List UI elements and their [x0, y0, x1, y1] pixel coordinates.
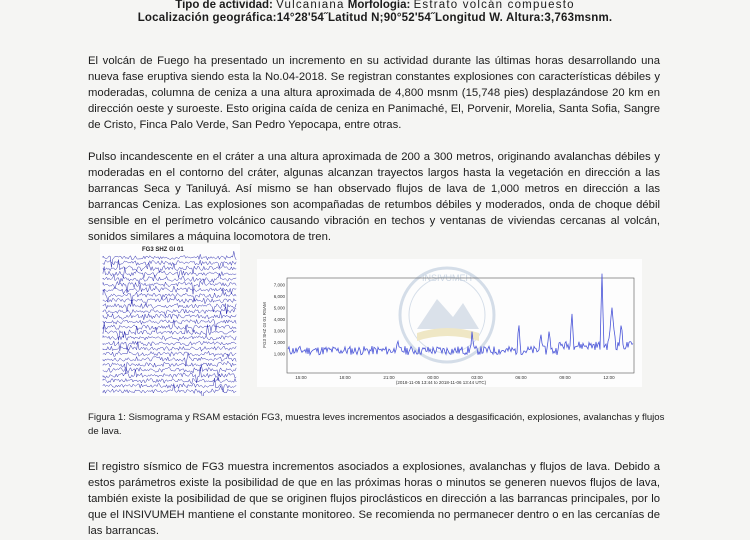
seismogram-trace [103, 307, 236, 316]
watermark-text: INSIVUMEH [421, 273, 473, 283]
rsam-x-tick-label: 12:00 [603, 375, 615, 380]
rsam-y-tick-label: 6,000 [273, 294, 285, 299]
geographic-location: Localización geográfica:14°28'54˝Latitud N;90°52'54˝Longitud W. Altura:3,763msnm. [137, 12, 613, 24]
seismogram-trace [103, 378, 236, 383]
rsam-x-tick-label: 18:00 [339, 375, 351, 380]
rsam-y-tick-label: 4,000 [273, 317, 285, 322]
seismogram-trace [103, 312, 236, 320]
seismogram-trace [103, 361, 236, 374]
seismogram-trace [103, 273, 236, 283]
rsam-x-tick-label: 06:00 [515, 375, 527, 380]
rsam-x-tick-label: 09:00 [559, 375, 571, 380]
rsam-x-axis-label: (2018-11-05 13:44 to 2018-11-06 13:44 UTC) [395, 380, 487, 385]
figure-caption: Figura 1: Sismograma y RSAM estación FG3, muestra leves incrementos asociados a desgasificación, explosiones, avalanchas y flujos de lava. [88, 412, 665, 437]
seismogram-trace [103, 260, 236, 268]
rsam-y-ticks [274, 283, 286, 357]
rsam-y-axis-label: FG3 SHZ GI 01 RSAM [262, 302, 267, 348]
seismogram-trace [103, 297, 236, 307]
activity-type-value: Vulcaniana [276, 0, 345, 11]
paragraph-seismic: El registro sísmico de FG3 muestra incrementos asociados a explosiones, avalanchas y flujos de lava. Debido a estos parámetros existe la posibilidad de que en las próximas horas o minutos se generen nuevos flujos de lava, también existe la posibilidad de que se originen flujos piroclásticos en dirección a las barrancas principales, por lo que el INSIVUMEH mantiene el constante monitoreo. Se recomienda no permanecer dentro o en las cercanías de las barrancas. [88, 461, 660, 538]
seismogram-trace [103, 384, 236, 396]
rsam-x-tick-label: 03:00 [471, 375, 483, 380]
paragraph-crater: Pulso incandescente en el cráter a una altura aproximada de 200 a 300 metros, originando avalanchas débiles y moderadas en el contorno del cráter, algunas alcanzan trayectos largos hasta la vegetación en dirección a las barrancas Seca y Taniluyá. Así mismo se han observado flujos de lava de 1,000 metros en dirección a las barrancas Ceniza. Las explosiones son acompañadas de retumbos débiles y moderados, onda de choque débil sensible en el perímetro volcánico causando vibración en techos y ventanas de viviendas cercanas al volcán, sonidos similares a máquina locomotora de tren. [88, 151, 660, 244]
rsam-y-tick-label: 3,000 [273, 328, 285, 334]
rsam-x-tick-label: 21:00 [383, 375, 395, 380]
activity-type-label: Tipo de actividad: [175, 0, 273, 11]
seismogram-trace [103, 319, 236, 331]
seismogram-trace [103, 378, 236, 392]
rsam-y-tick-label: 1,000 [273, 351, 285, 357]
seismogram-traces [103, 251, 236, 396]
rsam-y-tick-label: 5,000 [273, 305, 285, 311]
seismogram-trace [103, 349, 236, 356]
rsam-x-tick-label: 15:00 [295, 375, 307, 380]
rsam-y-tick-label: 7,000 [273, 282, 285, 288]
seismogram-figure [100, 244, 240, 396]
paragraph-activity: El volcán de Fuego ha presentado un incremento en su actividad durante las últimas horas desarrollando una nueva fase eruptiva siendo esta la No.04-2018. Se registran constantes explosiones con características débiles y moderadas, columna de ceniza a una altura aproximada de 4,800 msnm (15,748 pies) desplazándose 20 km en dirección oeste y suroeste. Esto origina caída de ceniza en Panimaché, El, Porvenir, Morelia, Santa Sofia, Sangre de Cristo, Finca Palo Verde, San Pedro Yepocapa, entre otras. [88, 55, 660, 132]
rsam-y-tick-label: 2,000 [273, 340, 285, 345]
rsam-x-tick-label: 00:00 [427, 375, 439, 380]
seismogram-trace [103, 251, 236, 267]
seismogram-title: FG3 SHZ GI 01 [142, 247, 184, 253]
morphology-label: Morfología: [347, 0, 411, 11]
seismogram-trace [103, 284, 236, 294]
rsam-figure [257, 259, 642, 387]
morphology-value: Estrato volcán compuesto [413, 0, 575, 11]
seismogram-trace [103, 260, 236, 274]
